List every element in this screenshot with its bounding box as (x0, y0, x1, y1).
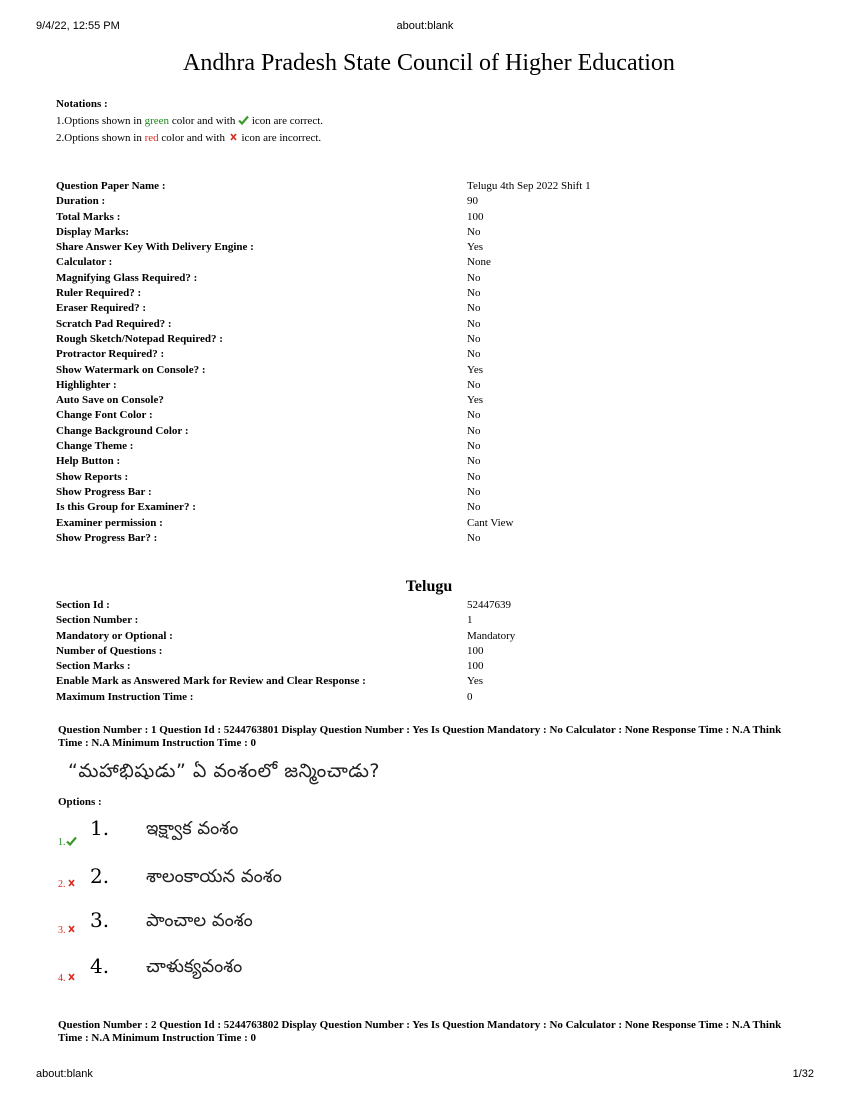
meta-row (56, 454, 591, 469)
option-3 (58, 908, 558, 938)
meta-row (56, 500, 591, 515)
paper-details-table (56, 179, 591, 546)
option-4 (58, 954, 558, 984)
notation-text: icon are incorrect. (238, 132, 322, 144)
meta-label: Change Background Color : (56, 424, 189, 437)
meta-label: Show Reports : (56, 470, 129, 483)
meta-label: Total Marks : (56, 210, 121, 223)
option-text: శాలంకాయన వంశం (146, 866, 282, 887)
meta-label: Ruler Required? : (56, 287, 142, 300)
meta-label: Share Answer Key With Delivery Engine : (56, 241, 254, 254)
question-1-header: Question Number : 1 Question Id : 5244763801 Display Question Number : Yes Is Question Mandatory : No Calculator : None Response Time : N.A Think Time : N.A Minimum Instruction Time : 0 (58, 724, 782, 749)
meta-value: Cant View (467, 516, 514, 529)
meta-value: No (467, 470, 481, 483)
option-number: 2. (90, 864, 110, 888)
meta-row (56, 424, 591, 439)
incorrect-cross-icon (66, 878, 77, 888)
meta-row (56, 271, 591, 286)
meta-row (56, 516, 591, 531)
meta-row (56, 408, 591, 423)
notation-incorrect (56, 130, 323, 147)
meta-row (56, 255, 591, 270)
meta-row (56, 378, 591, 393)
meta-value: No (467, 440, 481, 453)
meta-label: Auto Save on Console? (56, 394, 164, 407)
meta-value: 90 (467, 195, 478, 208)
meta-value: No (467, 348, 481, 361)
question-1-text: “మహాభిషుడు” ఏ వంశంలో జన్మించాడు? (68, 760, 380, 782)
section-value: Yes (467, 675, 484, 688)
meta-row (56, 286, 591, 301)
option-number: 1. (90, 816, 110, 840)
section-label: Section Marks : (56, 660, 131, 673)
meta-label: Show Watermark on Console? : (56, 363, 206, 376)
section-value: 1 (467, 614, 473, 627)
section-label: Mandatory or Optional : (56, 629, 173, 642)
meta-value: No (467, 455, 481, 468)
option-text: చాళుక్యవంశం (146, 956, 243, 977)
meta-label: Examiner permission : (56, 516, 163, 529)
option-marker-num: 2. (58, 879, 66, 890)
meta-row (56, 531, 591, 546)
meta-label: Rough Sketch/Notepad Required? : (56, 332, 223, 345)
meta-row (56, 363, 591, 378)
meta-value: No (467, 424, 481, 437)
section-row (56, 629, 515, 644)
meta-value: No (467, 225, 481, 238)
incorrect-cross-icon (66, 924, 77, 934)
print-footer-url: about:blank (36, 1068, 93, 1080)
option-1 (58, 816, 558, 846)
print-header-url: about:blank (396, 20, 454, 32)
meta-value: Yes (467, 363, 484, 376)
meta-row (56, 317, 591, 332)
section-label: Number of Questions : (56, 644, 163, 657)
correct-check-icon (66, 836, 77, 846)
meta-value: No (467, 378, 481, 391)
notation-red-word: red (144, 132, 159, 144)
section-row (56, 598, 515, 613)
option-marker-num: 1. (58, 837, 66, 848)
section-label: Section Number : (56, 614, 139, 627)
correct-check-icon (238, 115, 249, 125)
meta-row (56, 301, 591, 316)
option-number: 4. (90, 954, 110, 978)
section-title: Telugu (405, 578, 453, 595)
meta-label: Protractor Required? : (56, 348, 165, 361)
notations (56, 96, 323, 147)
meta-label: Show Progress Bar? : (56, 531, 158, 544)
section-value: 100 (467, 644, 484, 657)
meta-value: No (467, 317, 481, 330)
meta-value: No (467, 332, 481, 345)
option-marker (58, 924, 77, 936)
section-label: Maximum Instruction Time : (56, 690, 194, 703)
meta-label: Display Marks: (56, 225, 130, 238)
meta-row (56, 225, 591, 240)
meta-row (56, 393, 591, 408)
meta-value: Telugu 4th Sep 2022 Shift 1 (467, 180, 591, 192)
meta-row (56, 485, 591, 500)
section-row (56, 674, 515, 689)
meta-label: Magnifying Glass Required? : (56, 271, 198, 284)
section-label: Enable Mark as Answered Mark for Review and Clear Response : (56, 675, 366, 688)
section-value: 0 (467, 690, 473, 703)
print-footer-page-number: 1/32 (792, 1068, 814, 1080)
meta-label: Highlighter : (56, 378, 117, 391)
meta-label: Is this Group for Examiner? : (56, 501, 196, 514)
section-value: 52447639 (467, 599, 511, 611)
meta-row (56, 210, 591, 225)
option-marker-num: 4. (58, 973, 66, 984)
option-text: ఇక్ష్వాక వంశం (146, 818, 239, 839)
meta-row (56, 240, 591, 255)
print-header-datetime: 9/4/22, 12:55 PM (36, 20, 120, 32)
meta-value: No (467, 409, 481, 422)
meta-label: Change Theme : (56, 440, 134, 453)
section-details-table (56, 598, 515, 705)
meta-value: 100 (467, 210, 484, 223)
meta-label: Change Font Color : (56, 409, 153, 422)
option-text: పాంచాల వంశం (146, 910, 253, 931)
notation-text: 2.Options shown in (56, 132, 145, 144)
notation-text: icon are correct. (249, 115, 324, 127)
option-marker (58, 878, 77, 890)
meta-value: No (467, 501, 481, 514)
option-marker (58, 972, 77, 984)
section-row (56, 644, 515, 659)
meta-row (56, 332, 591, 347)
meta-label: Help Button : (56, 455, 121, 468)
meta-label: Calculator : (56, 256, 113, 269)
meta-label: Show Progress Bar : (56, 485, 152, 498)
notation-correct (56, 113, 323, 130)
notations-heading: Notations : (56, 98, 108, 110)
option-marker-num: 3. (58, 925, 66, 936)
section-row (56, 690, 515, 705)
option-2 (58, 864, 558, 894)
meta-row (56, 470, 591, 485)
meta-row (56, 194, 591, 209)
options-label: Options : (58, 796, 102, 808)
meta-label: Question Paper Name : (56, 180, 166, 192)
notation-green-word: green (144, 115, 170, 127)
section-row (56, 613, 515, 628)
question-2-header: Question Number : 2 Question Id : 5244763802 Display Question Number : Yes Is Question Mandatory : No Calculator : None Response Time : N.A Think Time : N.A Minimum Instruction Time : 0 (58, 1019, 782, 1044)
meta-label: Scratch Pad Required? : (56, 317, 172, 330)
meta-row (56, 439, 591, 454)
meta-value: No (467, 485, 481, 498)
meta-label: Duration : (56, 195, 106, 208)
section-label: Section Id : (56, 599, 110, 611)
meta-value: Yes (467, 241, 484, 254)
section-value: Mandatory (467, 629, 516, 642)
meta-label: Eraser Required? : (56, 302, 147, 315)
meta-value: No (467, 531, 481, 544)
option-marker (58, 836, 77, 848)
incorrect-cross-icon (228, 132, 239, 142)
meta-value: Yes (467, 394, 484, 407)
meta-value: No (467, 271, 481, 284)
section-value: 100 (467, 660, 484, 673)
option-number: 3. (90, 908, 110, 932)
section-row (56, 659, 515, 674)
meta-row (56, 179, 591, 194)
notation-text: 1.Options shown in (56, 115, 145, 127)
meta-value: None (467, 256, 491, 269)
meta-value: No (467, 302, 481, 315)
incorrect-cross-icon (66, 972, 77, 982)
notation-text: color and with (169, 115, 239, 127)
page-title: Andhra Pradesh State Council of Higher Education (183, 50, 675, 76)
notation-text: color and with (158, 132, 228, 144)
meta-row (56, 347, 591, 362)
meta-value: No (467, 287, 481, 300)
